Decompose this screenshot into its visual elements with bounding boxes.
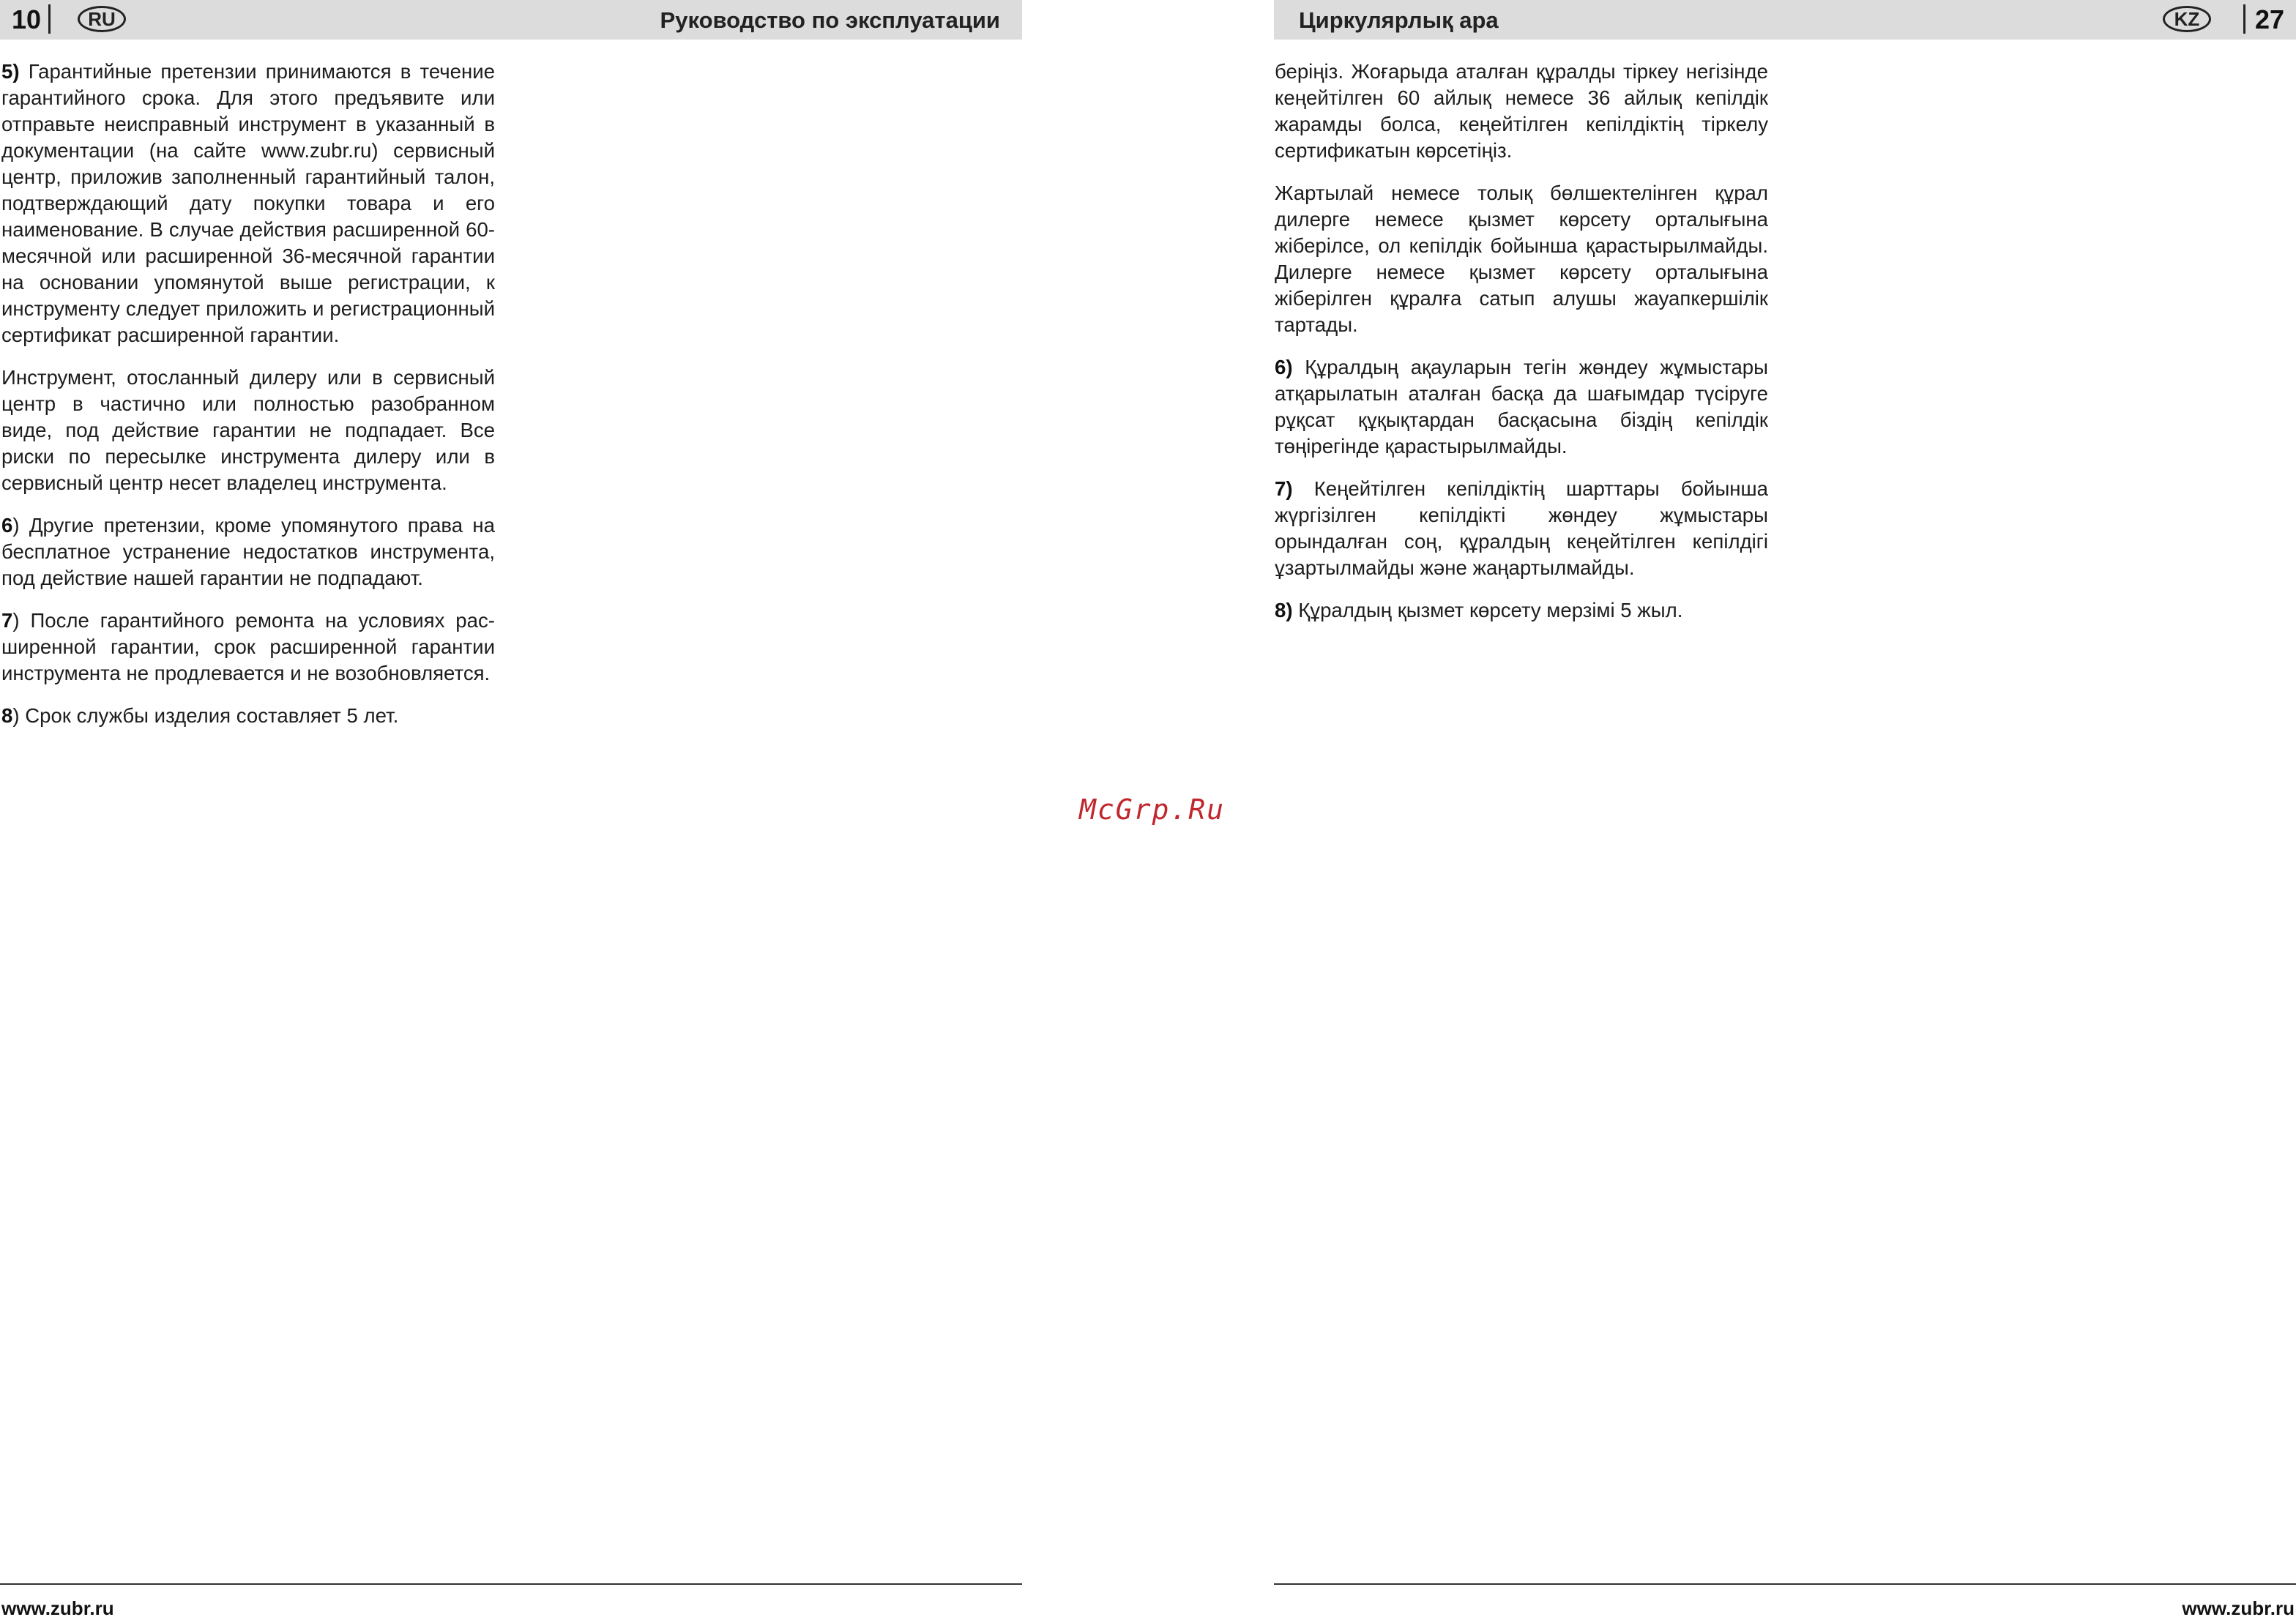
paragraph-text: беріңіз. Жоғарыда аталған құралды тіркеу негізінде кеңейтілген 60 айлық немесе 36 айлық кепілдік жарамды болса, кеңейтілген кепілдіктің тіркелу сертификатын көрсетіңіз. [1275, 60, 1768, 162]
page-header [1274, 0, 2296, 40]
item-number: 8 [1, 704, 13, 727]
paragraph [1, 59, 495, 348]
paragraph-text: Кеңейтілген кепілдіктің шарттары бойынша жүргізілген кепілдікті жөндеу жұмыстары орындалған соң, құралдың кеңейтілген кепілдігі ұзартылмайды және жаңартылмайды. [1275, 477, 1768, 579]
paragraph [1275, 354, 1768, 460]
paragraph [1, 365, 495, 496]
paragraph [1275, 59, 1768, 164]
paragraph [1, 703, 495, 729]
header-divider [2243, 4, 2245, 34]
page-number: 10 [12, 4, 42, 34]
paragraph-text: Құралдың қызмет көрсету мерзімі 5 жыл. [1292, 599, 1683, 621]
language-badge: RU [78, 6, 126, 32]
body-text [1275, 59, 1768, 640]
paragraph [1, 512, 495, 591]
item-number: 5) [1, 60, 20, 83]
footer-url-link[interactable]: www.zubr.ru [2182, 1597, 2295, 1617]
paragraph-text: ) Другие претензии, кроме упомянутого права на бесплатное устранение недостатков инструмента, под действие нашей гарантии не подпадают. [1, 514, 495, 589]
footer-url-link[interactable]: www.zubr.ru [1, 1597, 114, 1617]
footer-rule [1274, 1583, 2296, 1585]
watermark: McGrp.Ru [1079, 793, 1226, 826]
paragraph [1275, 180, 1768, 338]
right-page [1274, 0, 2296, 1617]
footer-rule [0, 1583, 1022, 1585]
page-header [0, 0, 1022, 40]
paragraph [1275, 597, 1768, 624]
language-badge: KZ [2163, 6, 2211, 32]
item-number: 6) [1275, 356, 1293, 378]
left-page [0, 0, 1022, 1617]
item-number: 8) [1275, 599, 1293, 621]
paragraph [1, 608, 495, 687]
paragraph-text: Инструмент, отосланный дилеру или в сервисный центр в частично или полностью разобранном виде, под действие гарантии не подпадает. Все риски по пересылке инструмента дилеру или в сервисный центр несет владелец инструмента. [1, 366, 495, 494]
page-number: 27 [2255, 4, 2285, 34]
paragraph-text: Гарантийные претензии принимаются в течение гарантийного срока. Для этого предъявите или отправьте неисправный инструмент в указанный в документации (на сайте www.zubr.ru) сервисный центр, приложив заполненный гарантийный талон, подтверждающий дату покупки товара и его наименование. В случае действия расширенной 60-месячной или расширенной 36-месячной гарантии на основании упомянутой выше регистрации, к инструменту следует приложить и регистрационный сертификат расширенной гарантии. [1, 60, 495, 346]
paragraph-text: Жартылай немесе толық бөлшектелінген құрал дилерге немесе қызмет көрсету орталығына жіберілсе, ол кепілдік бойынша қарастырылмайды. Дилерге немесе қызмет көрсету орталығына жіберілген құралға сатып алушы жауапкершілік тартады. [1275, 182, 1768, 336]
item-number: 7 [1, 609, 13, 632]
header-title: Руководство по эксплуатации [660, 7, 1000, 33]
paragraph [1275, 476, 1768, 581]
paragraph-text: Құралдың ақауларын тегін жөндеу жұмыстары атқарылатын аталған басқа да шағымдар түсіруге рұқсат құқықтардан басқасына біздің кепілдік төңірегінде қарастырылмайды. [1275, 356, 1768, 458]
paragraph-text: ) Срок службы изделия составляет 5 лет. [12, 704, 399, 727]
paragraph-text: ) После гарантийного ремонта на условиях расширенной гарантии, срок расширенной гарантии инструмента не продлевается и не возобновляется. [1, 609, 495, 684]
item-number: 6 [1, 514, 13, 537]
item-number: 7) [1275, 477, 1293, 500]
header-title: Циркулярлық ара [1299, 7, 1499, 33]
body-text [1, 59, 495, 745]
header-divider [48, 4, 51, 34]
